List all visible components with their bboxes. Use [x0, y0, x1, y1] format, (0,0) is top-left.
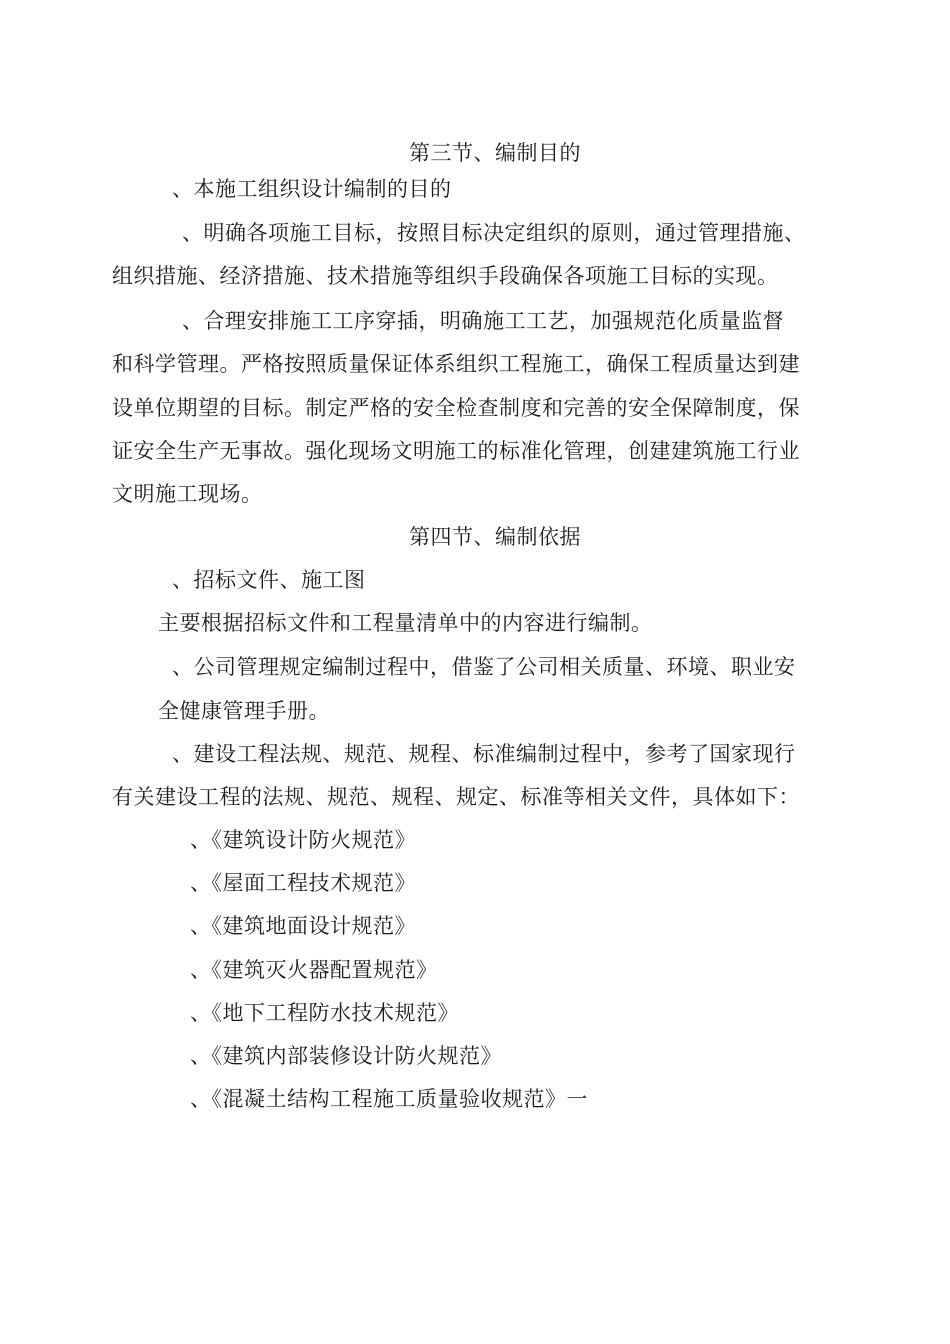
section-3-heading: 第三节、编制目的 — [409, 141, 581, 165]
section-3-item-1-title: 、本施工组织设计编制的目的 — [172, 177, 452, 201]
section-3-para-2-line-3: 设单位期望的目标。制定严格的安全检查制度和完善的安全保障制度，保 — [112, 396, 800, 420]
standard-list-item: 、《建筑设计防火规范》 — [190, 828, 416, 852]
section-4-item-3-line-1: 、建设工程法规、规范、规程、标准编制过程中，参考了国家现行 — [172, 742, 796, 766]
section-4-item-3-line-2: 有关建设工程的法规、规范、规程、规定、标准等相关文件，具体如下： — [112, 785, 800, 809]
standard-list-item: 、《混凝土结构工程施工质量验收规范》一 — [190, 1087, 588, 1111]
section-4-heading: 第四节、编制依据 — [409, 525, 581, 549]
section-4-item-1-body: 主要根据招标文件和工程量清单中的内容进行编制。 — [158, 611, 653, 635]
section-3-para-2-line-1: 、合理安排施工工序穿插，明确施工工艺，加强规范化质量监督 — [182, 309, 784, 333]
standard-list-item: 、《建筑灭火器配置规范》 — [190, 958, 438, 982]
section-3-para-1-line-1: 、明确各项施工目标，按照目标决定组织的原则，通过管理措施、 — [182, 221, 806, 245]
section-4-item-1-title: 、招标文件、施工图 — [172, 568, 366, 592]
standard-list-item: 、《屋面工程技术规范》 — [190, 871, 416, 895]
section-3-para-2-line-2: 和科学管理。严格按照质量保证体系组织工程施工，确保工程质量达到建 — [112, 352, 800, 376]
standard-list-item: 、《建筑内部装修设计防火规范》 — [190, 1044, 502, 1068]
standard-list-item: 、《建筑地面设计规范》 — [190, 914, 416, 938]
section-3-para-1-line-2: 组织措施、经济措施、技术措施等组织手段确保各项施工目标的实现。 — [112, 264, 779, 288]
section-3-para-2-line-4: 证安全生产无事故。强化现场文明施工的标准化管理，创建建筑施工行业 — [112, 439, 800, 463]
standard-list-item: 、《地下工程防水技术规范》 — [190, 1001, 459, 1025]
section-4-item-2-line-1: 、公司管理规定编制过程中，借鉴了公司相关质量、环境、职业安 — [172, 655, 796, 679]
section-4-item-2-line-2: 全健康管理手册。 — [158, 699, 330, 723]
section-3-para-2-line-5: 文明施工现场。 — [112, 482, 263, 506]
